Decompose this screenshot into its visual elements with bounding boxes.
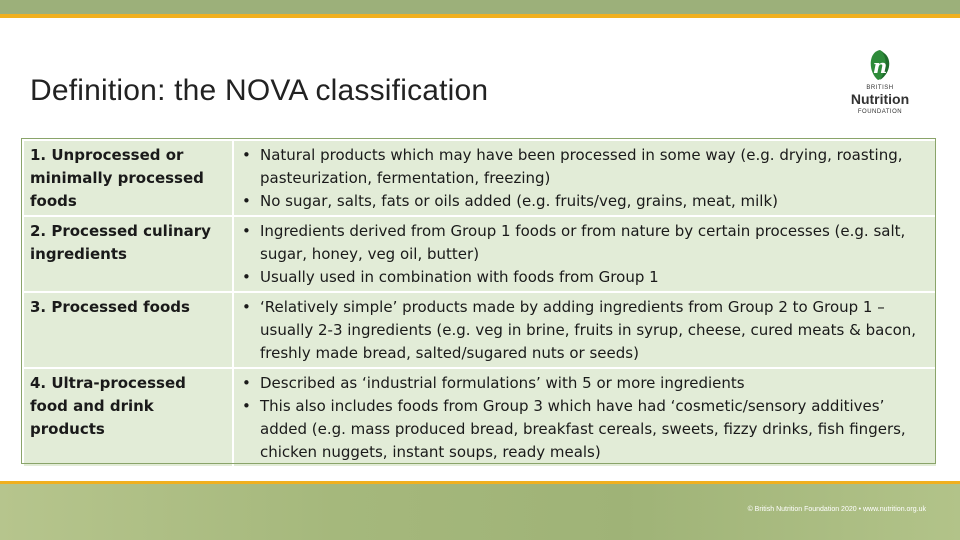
table-row bbox=[23, 292, 937, 368]
table-row bbox=[23, 368, 937, 467]
table-row bbox=[23, 216, 937, 292]
bullet-icon: • bbox=[242, 268, 251, 286]
point-text: Described as ‘industrial formulations’ with 5 or more ingredients bbox=[260, 374, 745, 392]
point-text: This also includes foods from Group 3 which have had ‘cosmetic/sensory additives’ added (e.g. mass produced bread, breakfast cereals, sweets, fizzy drinks, fish fingers, chicken nuggets, instant soups, ready meals) bbox=[260, 397, 906, 461]
bullet-icon: • bbox=[242, 397, 251, 415]
list-item bbox=[240, 190, 930, 213]
logo-line-3: FOUNDATION bbox=[857, 109, 903, 115]
list-item bbox=[240, 144, 930, 190]
leaf-logo-icon bbox=[838, 46, 922, 86]
point-text: No sugar, salts, fats or oils added (e.g. fruits/veg, grains, meat, milk) bbox=[260, 192, 778, 210]
list-item bbox=[240, 220, 930, 266]
nova-classification-table bbox=[22, 139, 938, 468]
point-text: Usually used in combination with foods from Group 1 bbox=[260, 268, 659, 286]
point-text: Ingredients derived from Group 1 foods or from nature by certain processes (e.g. salt, sugar, honey, veg oil, butter) bbox=[260, 222, 906, 263]
bnf-logo bbox=[838, 46, 922, 118]
bullet-icon: • bbox=[242, 222, 251, 240]
logo-letter: n bbox=[872, 54, 888, 78]
list-item bbox=[240, 266, 930, 289]
description-cell bbox=[233, 368, 937, 467]
point-text: ‘Relatively simple’ products made by adding ingredients from Group 2 to Group 1 – usually 2-3 ingredients (e.g. veg in brine, fruits in syrup, cheese, cured meats & bacon, freshly made bread, salted/sugared nuts or seeds) bbox=[260, 298, 917, 362]
top-decorative-band bbox=[0, 0, 960, 14]
description-cell bbox=[233, 292, 937, 368]
bullet-icon: • bbox=[242, 374, 251, 392]
footer-credit: © British Nutrition Foundation 2020 • www.nutrition.org.uk bbox=[747, 506, 926, 513]
group-name-cell: 2. Processed culinary ingredients bbox=[23, 216, 233, 292]
point-text: Natural products which may have been processed in some way (e.g. drying, roasting, pasteurization, fermentation, freezing) bbox=[260, 146, 903, 187]
group-name-cell: 3. Processed foods bbox=[23, 292, 233, 368]
bullet-icon: • bbox=[242, 192, 251, 210]
top-accent-line bbox=[0, 14, 960, 18]
description-cell bbox=[233, 140, 937, 216]
bullet-icon: • bbox=[242, 298, 251, 316]
group-name-cell: 1. Unprocessed or minimally processed foods bbox=[23, 140, 233, 216]
list-item bbox=[240, 395, 930, 464]
list-item bbox=[240, 296, 930, 365]
group-name-cell: 4. Ultra-processed food and drink products bbox=[23, 368, 233, 467]
list-item bbox=[240, 372, 930, 395]
table-row bbox=[23, 140, 937, 216]
bullet-icon: • bbox=[242, 146, 251, 164]
description-cell bbox=[233, 216, 937, 292]
logo-line-2: Nutrition bbox=[850, 91, 910, 107]
logo-line-1: BRITISH bbox=[866, 85, 894, 91]
slide-title: Definition: the NOVA classification bbox=[30, 74, 489, 107]
